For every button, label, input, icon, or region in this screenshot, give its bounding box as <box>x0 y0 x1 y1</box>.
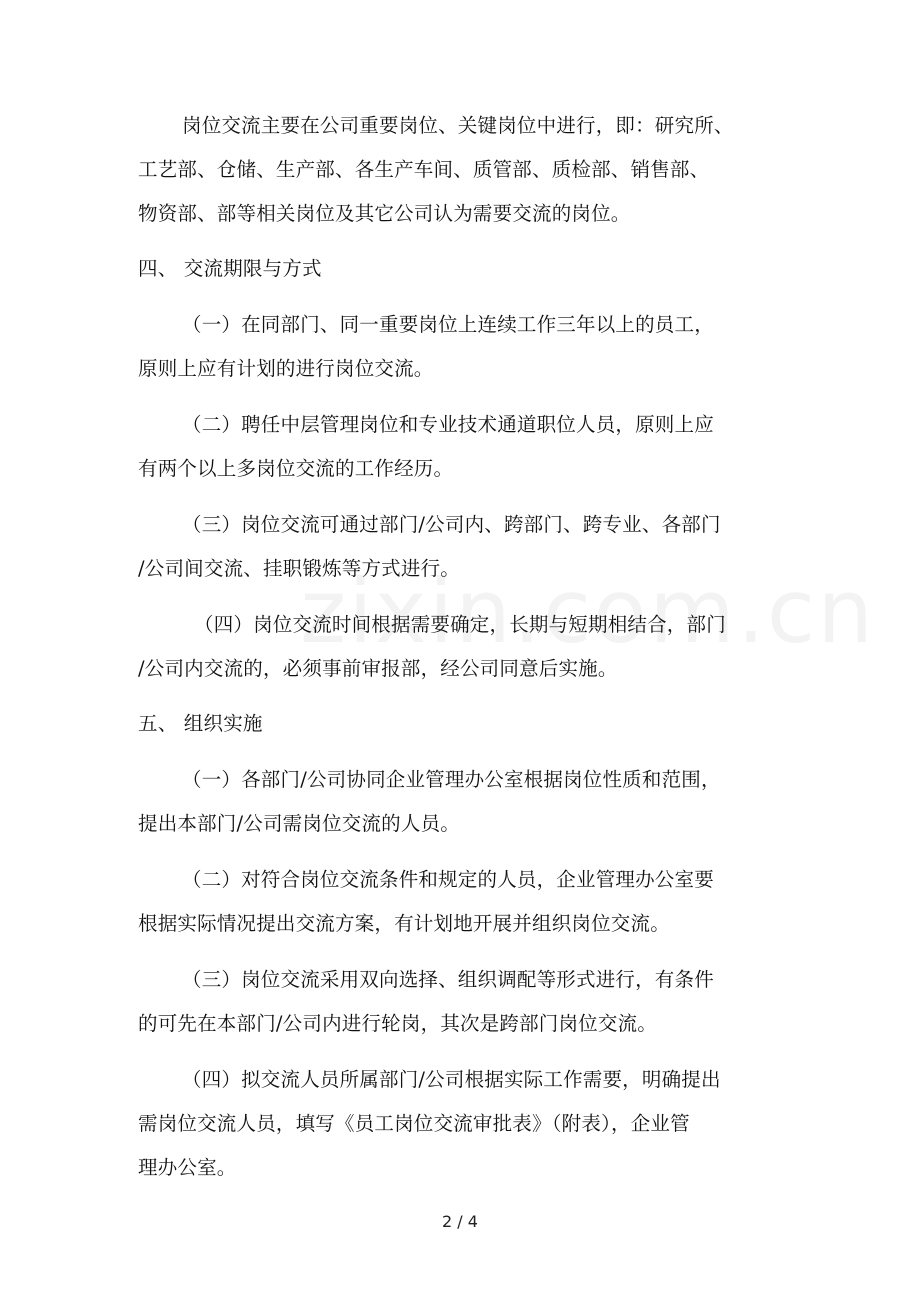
paragraph-line: （一）在同部门、同一重要岗位上连续工作三年以上的员工， <box>182 313 714 336</box>
page-number: 2 / 4 <box>442 1212 478 1231</box>
paragraph-line: （一）各部门/公司协同企业管理办公室根据岗位性质和范围， <box>182 768 721 791</box>
paragraph-line: 原则上应有计划的进行岗位交流。 <box>138 357 434 380</box>
paragraph-line: 物资部、部等相关岗位及其它公司认为需要交流的岗位。 <box>138 202 631 225</box>
paragraph-line: /公司间交流、挂职锻炼等方式进行。 <box>138 557 460 580</box>
paragraph-line: （四）拟交流人员所属部门/公司根据实际工作需要，明确提出 <box>182 1068 721 1091</box>
paragraph-line: /公司内交流的，必须事前审报部，经公司同意后实施。 <box>138 657 618 680</box>
paragraph-line: 有两个以上多岗位交流的工作经历。 <box>138 457 454 480</box>
paragraph-line: 岗位交流主要在公司重要岗位、关键岗位中进行，即：研究所、 <box>182 114 734 137</box>
section-heading-4: 四、 交流期限与方式 <box>138 257 322 280</box>
paragraph-line: 需岗位交流人员，填写《员工岗位交流审批表》（附表），企业管 <box>138 1112 690 1135</box>
paragraph-line: 理办公室。 <box>138 1156 237 1179</box>
section-heading-5: 五、 组织实施 <box>138 712 263 735</box>
paragraph-line: （二）对符合岗位交流条件和规定的人员，企业管理办公室要 <box>182 868 714 891</box>
paragraph-line: （二）聘任中层管理岗位和专业技术通道职位人员，原则上应 <box>182 413 714 436</box>
paragraph-line: （三）岗位交流可通过部门/公司内、跨部门、跨专业、各部门 <box>182 513 721 536</box>
paragraph-line: （三）岗位交流采用双向选择、组织调配等形式进行，有条件 <box>182 968 714 991</box>
paragraph-line: 的可先在本部门/公司内进行轮岗，其次是跨部门岗位交流。 <box>138 1012 657 1035</box>
paragraph-line: 提出本部门/公司需岗位交流的人员。 <box>138 812 460 835</box>
paragraph-line: 根据实际情况提出交流方案，有计划地开展并组织岗位交流。 <box>138 912 670 935</box>
paragraph-line: （四）岗位交流时间根据需要确定，长期与短期相结合，部门 <box>194 613 726 636</box>
paragraph-line: 工艺部、仓储、生产部、各生产车间、质管部、质检部、销售部、 <box>138 158 710 181</box>
